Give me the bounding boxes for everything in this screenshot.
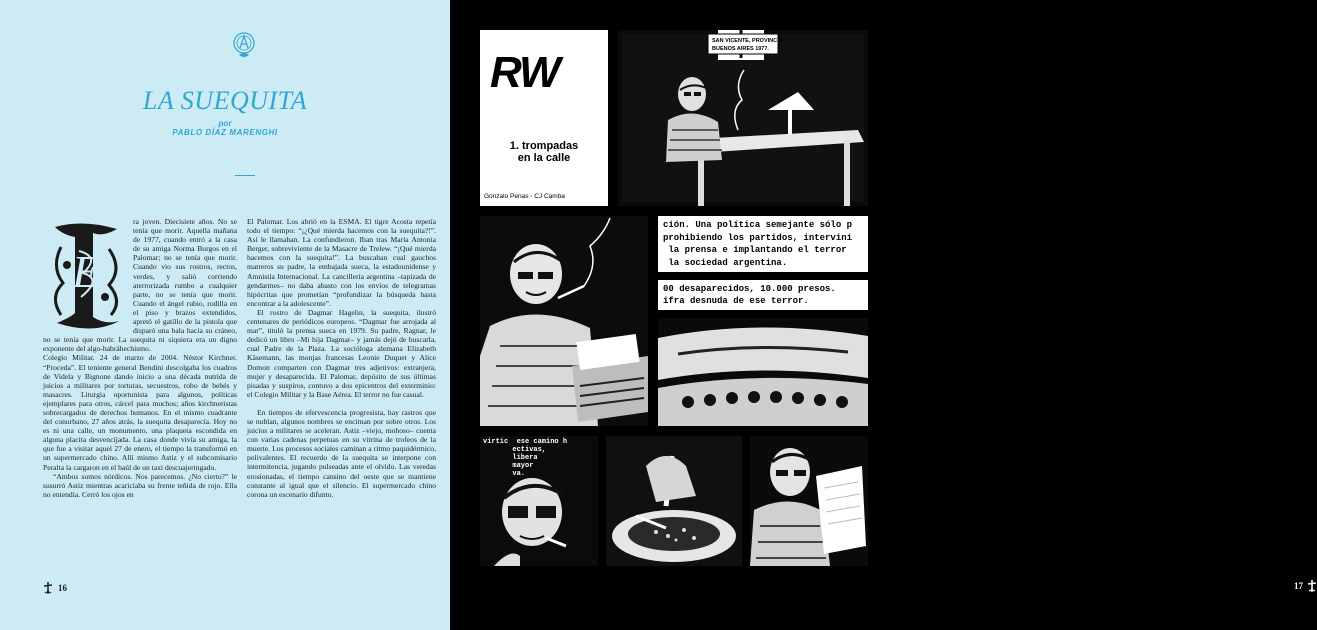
typed-line: prohibiendo los partidos, intervini (663, 232, 853, 243)
comic-panel-typed-text-2 (658, 280, 868, 310)
typed-line: ifra desnuda de ese terror. (663, 296, 809, 306)
right-page-comic (450, 0, 1303, 630)
typed-line: virtic ese camino h (483, 438, 568, 446)
article-title: LA SUEQUITA (142, 86, 308, 115)
paragraph: ra joven. Diecisiete años. No se tenía que morir. Aquella mañana de 1977, cuando entró a la casa de su amiga Norma Burgos en el Palomar; no se tenía que morir. Cuando vio sus rostros, rectos, verdes, y salió corriendo aterrorizada rumbo a cualquier parte, no se tenía que morir. Cuando el ángel rubio, rodilla en el piso y brazos extendidos, apretó el gatillo de la pistola que disparó una bala hacia su cráneo, no se tenía que morir. La suequita ni siquiera era un digno exponente del algo-habráhechismo. (43, 217, 237, 354)
typed-line: la sociedad argentina. (663, 257, 788, 268)
byline-prefix: por (218, 119, 232, 128)
text-column-1 (43, 217, 237, 557)
paragraph: Colegio Militar. 24 de marzo de 2004. Néstor Kirchner. “Proceda”. El teniente general Bendini descolgaba los cuadros de Videla y Bignone dando inicio a una década nutrida de juicios a militares por torturas, secuestros, robo de bebés y masacres. Liturgia oportunista para algunos, políticas ejemplares para otros, cárcel para muchos; años kirchneristas sobrecargados de derechos humanos. En el mismo cuadrante del conurbano, 27 años atrás, la suequita desaparecía. Hoy no es ni una calle, un monumento, una plaqueta escondida en alguna placita desvencijada. La casa donde vivía su amiga, la que fue a visitar aquel 27 de enero, el tiempo la transformó en un supermercado chino. Allí mismo Astiz y el subcomisario Peralta la cargaron en el baúl de un taxi descuajeringado. (43, 353, 237, 472)
cross-icon (1307, 580, 1317, 592)
location-caption-line1: SAN VICENTE, PROVINCIA (712, 38, 783, 44)
typed-line: la prensa e implantando el terror (663, 245, 847, 255)
page-number: 16 (58, 583, 67, 593)
cross-icon (43, 582, 53, 594)
comic-panel-typewriter (480, 216, 648, 426)
comic-panel-typewriter-keys (658, 318, 868, 426)
paragraph: El Palomar. Los abrió en la ESMA. El tigre Acosta repetía todo el tiempo: “¡¿Qué mierda hacemos con la suequita?!”. Así le llamaban. La confundieron. Iban tras María Antonia Berger, sobreviviente de la Masacre de Trelew. “¡Qué mierda hacemos con la suequita!”. La buscaban cual gauchos matreros su padre, la embajada sueca, la estadounidense y Amnistía Internacional. La cancillería argentina –tapizada de gendarmes– no daba abasto con los envíos de telegramas hipócritas que prometían “profundizar la búsqueda hasta encontrar a la adolescente”. (247, 217, 436, 308)
comic-panel-ashtray (606, 436, 742, 566)
typed-line: ectivas, (483, 446, 547, 454)
comic-credits: Gonzalo Penas - CJ Camba (484, 193, 565, 200)
comic-cover-panel (480, 30, 608, 206)
typed-line: 00 desaparecidos, 10.000 presos. (663, 284, 836, 294)
magazine-emblem-icon (231, 30, 257, 60)
paragraph: En tiempos de efervescencia progresista, hay rastros que se nublan, algunos nombres se enciman por sobre otros. Los juicios a militares se aceleran. Astiz –viejo, mohoso– cuenta con varias cadenas perpetuas en su vitrina de trofeos de la muerte. Los procesos sociales caminan a ritmo paquidérmico, polivalentes. El recuerdo de la suequita se interpone con intermitencia, jugando pulseadas ante el olvido. Las veredas erosionadas, el tiempo cansino del oeste que se mantiene constante al igual que el silencio. El supermercado chino corona un escenario difunto. (247, 407, 436, 499)
paragraph: El rostro de Dagmar Hagelin, la suequita, ilustró centenares de periódicos europeos. “Dagmar fue arrojada al mar”, tituló la prensa sueca en 1979. Su padre, Ragnar, le dedicó un libro –Mi hija Dagmar– y jamás dejó de buscarla, cual Padre de la Plaza. La socióloga alemana Elizabeth Käsemann, las monjas francesas Leonie Duquet y Alice Domon comparten con Dagmar tres adjetivos: extranjera, mujer y desaparecida. El Palomar, depósito de sus últimas pisadas y suspiros, contuvo a dos epicentros del exterminio: el Colegio Militar y la Base Aérea. El terror no fue casual. (247, 307, 436, 399)
typed-line: libera (483, 454, 538, 462)
drop-cap-letter: E (71, 246, 101, 297)
typed-line: va. (483, 470, 526, 478)
comic-panel-desk (618, 30, 868, 206)
paragraph: “Ambos somos nórdicos. Nos parecemos. ¿No cierto?” le susurró Astiz mientras acariciaba su frente teñida de rojo. Ella no entendía. Cerró los ojos en (43, 471, 237, 499)
page-number-right (1294, 580, 1317, 592)
comic-panel-reading (750, 436, 868, 566)
location-caption-line2: BUENOS AIRES 1977. (712, 46, 769, 52)
page-number-left (43, 582, 67, 594)
comic-panel-typed-text-1 (658, 216, 868, 272)
title-divider (235, 175, 255, 176)
comic-overlay-typed-text (480, 436, 598, 476)
article-author: PABLO DÍAZ MARENGHI (172, 128, 278, 137)
typed-line: ción. Una política semejante sólo p (663, 220, 853, 230)
typed-line: mayor (483, 462, 534, 470)
ornamental-drop-cap (43, 217, 129, 333)
comic-episode-title: 1. trompadas en la calle (509, 140, 579, 164)
page-number: 17 (1294, 581, 1303, 591)
comic-logo: RW (490, 48, 559, 97)
text-column-2 (247, 217, 436, 547)
left-page (0, 0, 450, 630)
